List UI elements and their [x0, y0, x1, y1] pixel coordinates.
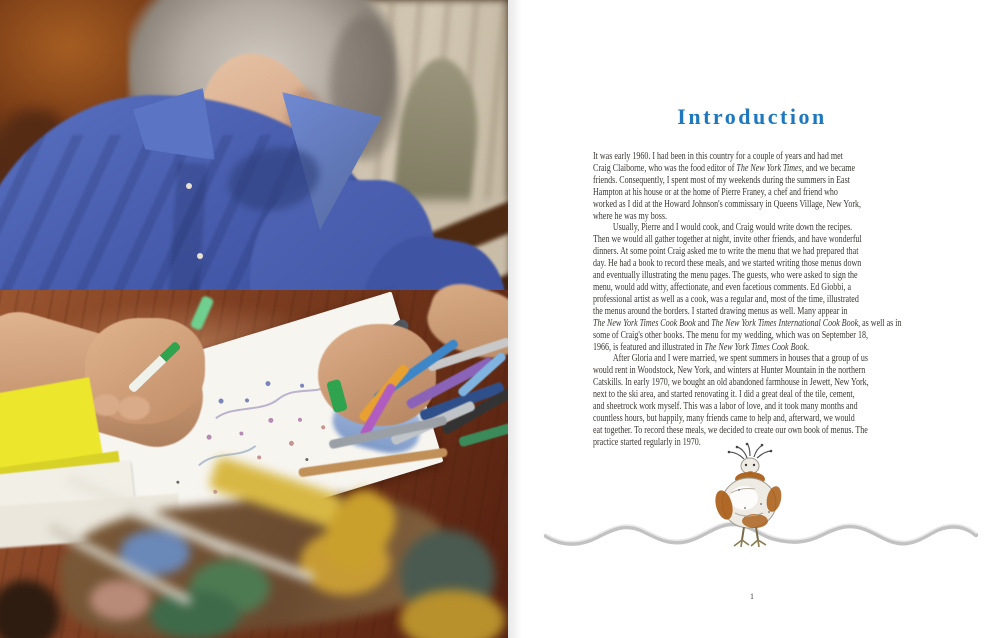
text-page [508, 0, 1000, 638]
chicken-body-highlight [730, 486, 758, 510]
page-title: Introduction [677, 104, 827, 129]
photo-region-dark-corner [0, 580, 60, 638]
body-text: It was early 1960. I had been in this country for a couple of years and had met Craig Claiborne, who was the food editor of The New York Times, and we became friends. Consequently, I spent most of my weekends during the summers in East Hampton at his house or at the home of Pierre Franey, a chef and friend who worked as I did at the Howard Johnson's commissary in Queens Village, New York, where he was my boss. Usually, Pierre and I would cook, and Craig would write down the recipes. Then we would all gather together at night, invite other friends, and have wonderful dinners. At some point Craig asked me to write the menu that we had prepared that day. He had a book to record these meals, and we started writing those menus down and eventually illustrating the menu pages. The guests, who were asked to sign the menu, would add witty, affectionate, and even facetious comments. Ed Giobbi, a professional artist as well as a cook, was a regular and, most of the time, illustrated the menus around the borders. I started drawing menus as well. Many appear in The New York Times Cook Book and The New York Times International Cook Book, as well as in some of Craig's other books. The menu for my wedding, which was on September 18, 1966, is featured and illustrated in The New York Times Cook Book. After Gloria and I were married, we spent summers in houses that a group of us would rent in Woodstock, New York, and winters at Hunter Mountain in the northern Catskills. In early 1970, we bought an old abandoned farmhouse in Jewett, New York, next to the ski area, and started renovating it. I did a great deal of the tile, cement, and sheetrock work myself. This was a labor of love, and it took many months and countless hours, but happily, many friends came to help and, afterward, we would eat together. To record these meals, we decided to create our own book of menus. The practice started regularly in 1970. [593, 150, 902, 448]
chicken-illustration [711, 442, 791, 550]
photo-region-paint-blob [90, 580, 150, 620]
page-gutter-shadow [508, 0, 522, 638]
chicken-eye [745, 464, 747, 466]
photo-region-shirt-button [197, 253, 203, 259]
photo-region-paint-blob [150, 590, 240, 638]
chicken-feet [734, 540, 766, 547]
photo-region-gold-blur [400, 590, 505, 638]
photo-region-finger [92, 394, 120, 416]
photo-region-foreground-palette [0, 470, 508, 638]
chicken-eye [753, 464, 755, 466]
page-number: 1 [749, 591, 755, 601]
chicken-crest [729, 443, 772, 459]
chicken-legs [742, 527, 758, 540]
photo-region-shirt-button [186, 183, 192, 189]
photo-region-finger [118, 396, 150, 420]
